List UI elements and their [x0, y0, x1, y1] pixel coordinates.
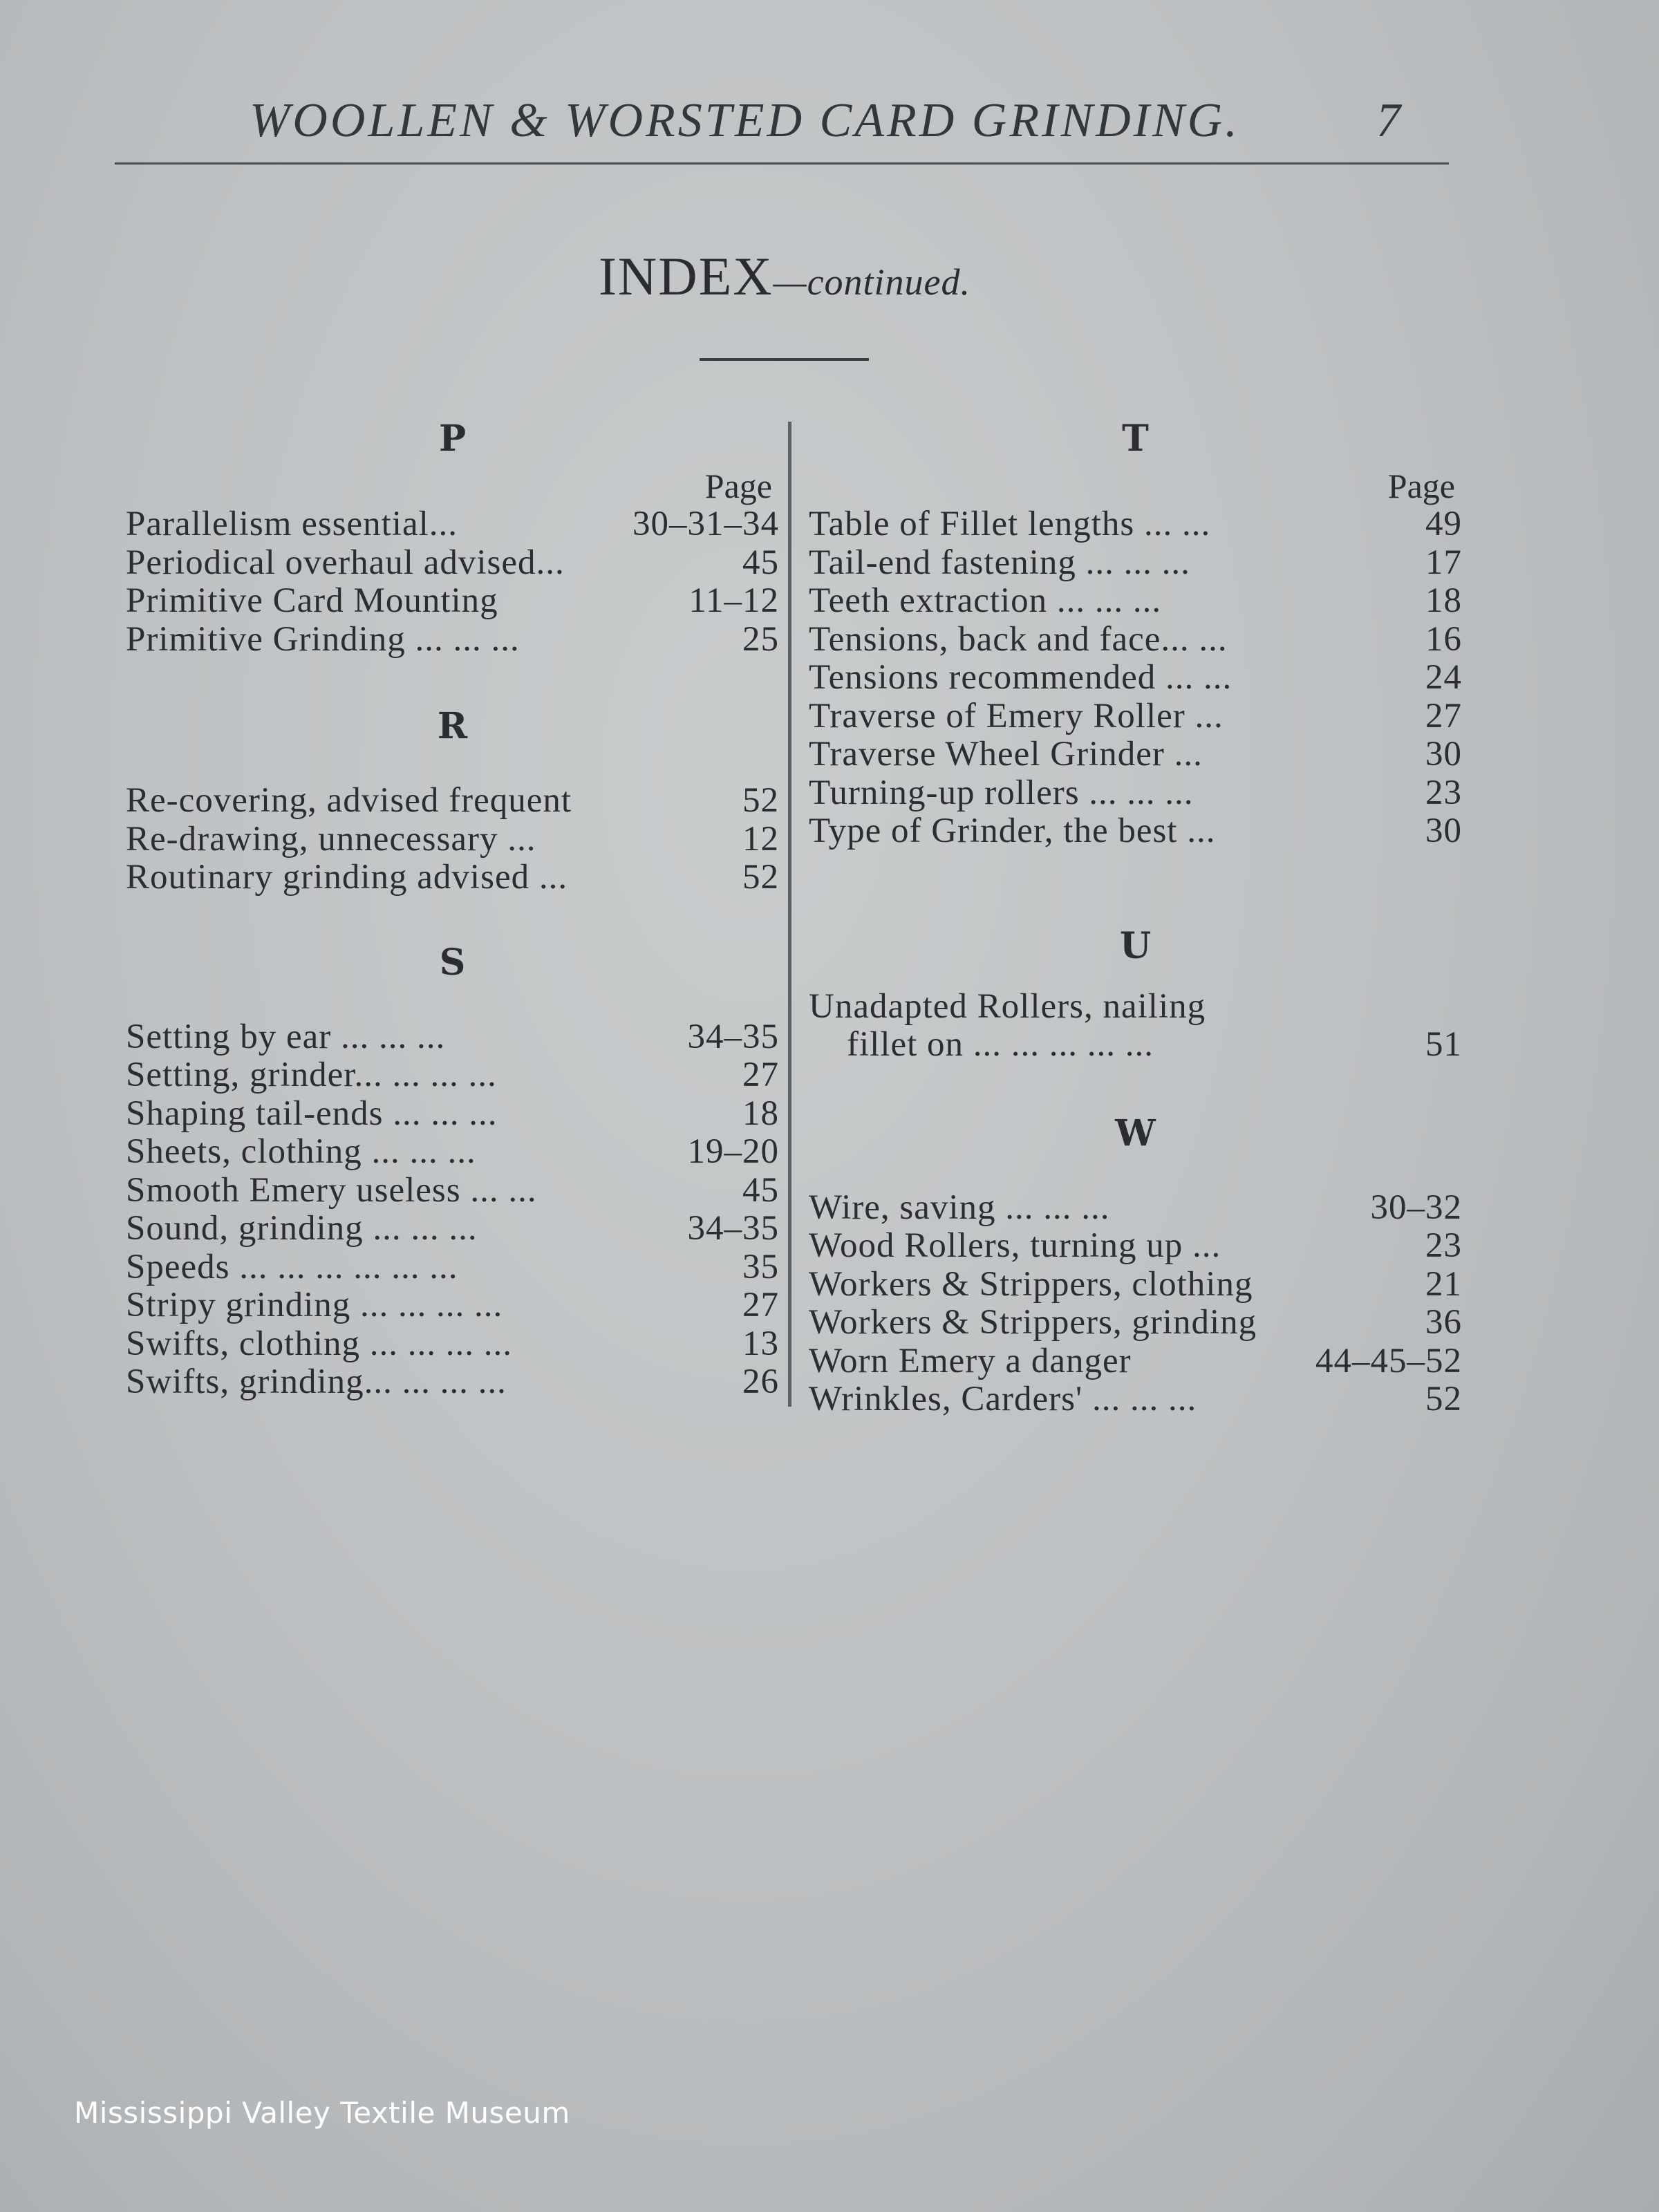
- page-number: 7: [1376, 94, 1400, 147]
- right-column: [809, 411, 1462, 1419]
- entry-page: 26: [742, 1362, 779, 1401]
- section-t: [809, 411, 1462, 851]
- index-title-continued: —continued.: [773, 261, 971, 303]
- entry-text: Tail-end fastening ... ... ...: [809, 543, 1190, 582]
- index-entry: [809, 1380, 1462, 1419]
- column-divider: [788, 422, 791, 1407]
- entry-page: 30–31–34: [632, 505, 779, 543]
- entry-text: Shaping tail-ends ... ... ...: [126, 1094, 498, 1133]
- entry-page: 24: [1425, 658, 1462, 697]
- entry-page: 49: [1425, 505, 1462, 543]
- section-r: [126, 699, 779, 897]
- section-letter: T: [1122, 418, 1149, 460]
- entry-text: Tensions, back and face... ...: [809, 620, 1228, 659]
- entry-page: 19–20: [687, 1132, 779, 1171]
- entry-text: Parallelism essential...: [126, 505, 458, 543]
- index-entry: [126, 582, 779, 621]
- entry-text: Speeds ... ... ... ... ... ...: [126, 1248, 458, 1286]
- entry-page: 18: [1425, 581, 1462, 620]
- section-letter: S: [439, 941, 466, 984]
- entry-text: Primitive Card Mounting: [126, 582, 498, 620]
- section-u: [809, 919, 1462, 1065]
- entry-text: Traverse of Emery Roller ...: [809, 697, 1224, 735]
- index-entry: [809, 697, 1462, 736]
- entry-page: 27: [1425, 696, 1462, 735]
- index-entry: [809, 544, 1462, 583]
- index-entry: [809, 988, 1462, 1027]
- title-rule: [700, 358, 869, 361]
- entry-page: 16: [1425, 619, 1462, 659]
- index-entry: [126, 1095, 779, 1134]
- section-p: [126, 411, 779, 659]
- entry-text: Primitive Grinding ... ... ...: [126, 620, 520, 659]
- index-entry: [126, 1325, 779, 1364]
- index-entry: [809, 505, 1462, 544]
- page-column-header: Page: [1387, 467, 1455, 505]
- entry-page: 18: [742, 1094, 779, 1133]
- index-entry: [126, 1286, 779, 1325]
- index-entry: [809, 582, 1462, 621]
- section-letter: W: [1115, 1112, 1156, 1154]
- entry-page: 25: [742, 619, 779, 659]
- entry-text: Wire, saving ... ... ...: [809, 1188, 1110, 1227]
- entry-page: 45: [742, 543, 779, 582]
- entry-text: Worn Emery a danger: [809, 1342, 1132, 1380]
- entry-page: 23: [1425, 1226, 1462, 1265]
- entry-text: Turning-up rollers ... ... ...: [809, 774, 1194, 812]
- index-entry: [126, 1133, 779, 1172]
- index-entry: [809, 1266, 1462, 1304]
- section-letter: R: [437, 705, 468, 747]
- entry-page: 45: [742, 1170, 779, 1210]
- index-entry: [809, 1227, 1462, 1266]
- index-entry: [809, 659, 1462, 697]
- index-title: [0, 245, 1569, 308]
- index-entry: [809, 1026, 1462, 1065]
- index-entry: [809, 735, 1462, 774]
- entry-text: Stripy grinding ... ... ... ...: [126, 1286, 503, 1324]
- entry-text: Wrinkles, Carders' ... ... ...: [809, 1380, 1197, 1418]
- entry-page: 17: [1425, 543, 1462, 582]
- index-entry: [126, 621, 779, 659]
- entry-text: Table of Fillet lengths ... ...: [809, 505, 1211, 543]
- entry-page: 34–35: [687, 1017, 779, 1056]
- entry-page: 27: [742, 1056, 779, 1094]
- index-entry: [809, 1189, 1462, 1228]
- index-entry: [809, 621, 1462, 659]
- entry-text: Tensions recommended ... ...: [809, 659, 1232, 697]
- entry-text: Traverse Wheel Grinder ...: [809, 735, 1203, 774]
- entry-text: Smooth Emery useless ... ...: [126, 1171, 537, 1210]
- running-title: WOOLLEN & WORSTED CARD GRINDING.: [250, 94, 1240, 147]
- index-entry: [126, 782, 779, 821]
- entry-text: Setting, grinder... ... ... ...: [126, 1056, 497, 1094]
- index-entry: [126, 505, 779, 544]
- entry-page: 21: [1425, 1264, 1462, 1304]
- entry-page: 52: [742, 858, 779, 897]
- index-entry: [809, 774, 1462, 813]
- entry-page: 44–45–52: [1315, 1341, 1462, 1380]
- entry-text: Workers & Strippers, grinding: [809, 1304, 1257, 1342]
- entry-page: 13: [742, 1324, 779, 1363]
- index-entry: [126, 1210, 779, 1248]
- index-entry: [809, 1304, 1462, 1342]
- entry-text: Type of Grinder, the best ...: [809, 812, 1216, 850]
- entry-text: Swifts, grinding... ... ... ...: [126, 1363, 507, 1401]
- entry-page: 30: [1425, 812, 1462, 850]
- section-s: [126, 935, 779, 1402]
- index-entry: [126, 1363, 779, 1402]
- index-entry: [126, 1172, 779, 1210]
- entry-page: 35: [742, 1247, 779, 1286]
- entry-page: 51: [1425, 1025, 1462, 1064]
- index-entry: [126, 544, 779, 583]
- index-entry: [809, 1342, 1462, 1381]
- entry-page: 27: [742, 1286, 779, 1324]
- entry-text: Workers & Strippers, clothing: [809, 1265, 1253, 1304]
- entry-page: 30: [1425, 735, 1462, 774]
- left-column: [126, 411, 779, 1402]
- index-title-main: INDEX: [598, 246, 774, 306]
- entry-text: Sound, grinding ... ... ...: [126, 1210, 478, 1248]
- section-letter: U: [1119, 924, 1152, 967]
- entry-page: 23: [1425, 773, 1462, 812]
- entry-text: Swifts, clothing ... ... ... ...: [126, 1324, 513, 1363]
- entry-text: fillet on ... ... ... ... ...: [847, 1026, 1154, 1064]
- running-header: [115, 73, 1449, 165]
- entry-text: Periodical overhaul advised...: [126, 543, 565, 582]
- entry-page: 12: [742, 819, 779, 859]
- entry-text: Re-drawing, unnecessary ...: [126, 820, 536, 859]
- entry-text: Teeth extraction ... ... ...: [809, 582, 1162, 620]
- entry-page: 36: [1425, 1303, 1462, 1342]
- index-entry: [126, 859, 779, 897]
- index-entry: [126, 1056, 779, 1095]
- entry-page: 30–32: [1370, 1188, 1462, 1227]
- entry-text: Sheets, clothing ... ... ...: [126, 1133, 476, 1171]
- index-entry: [126, 1018, 779, 1057]
- entry-text: Routinary grinding advised ...: [126, 859, 568, 897]
- entry-page: 34–35: [687, 1209, 779, 1248]
- entry-text: Wood Rollers, turning up ...: [809, 1227, 1221, 1265]
- index-entry: [126, 821, 779, 859]
- entry-text: Unadapted Rollers, nailing: [809, 987, 1206, 1026]
- entry-text: Re-covering, advised frequent: [126, 782, 572, 820]
- page-column-header: Page: [704, 467, 772, 505]
- entry-page: 52: [1425, 1380, 1462, 1418]
- entry-page: 52: [742, 781, 779, 820]
- section-letter: P: [438, 418, 467, 460]
- entry-text: Setting by ear ... ... ...: [126, 1018, 446, 1056]
- index-entry: [809, 812, 1462, 851]
- entry-page: 11–12: [688, 581, 779, 620]
- section-w: [809, 1106, 1462, 1419]
- museum-watermark: Mississippi Valley Textile Museum: [74, 2096, 570, 2130]
- index-entry: [126, 1248, 779, 1287]
